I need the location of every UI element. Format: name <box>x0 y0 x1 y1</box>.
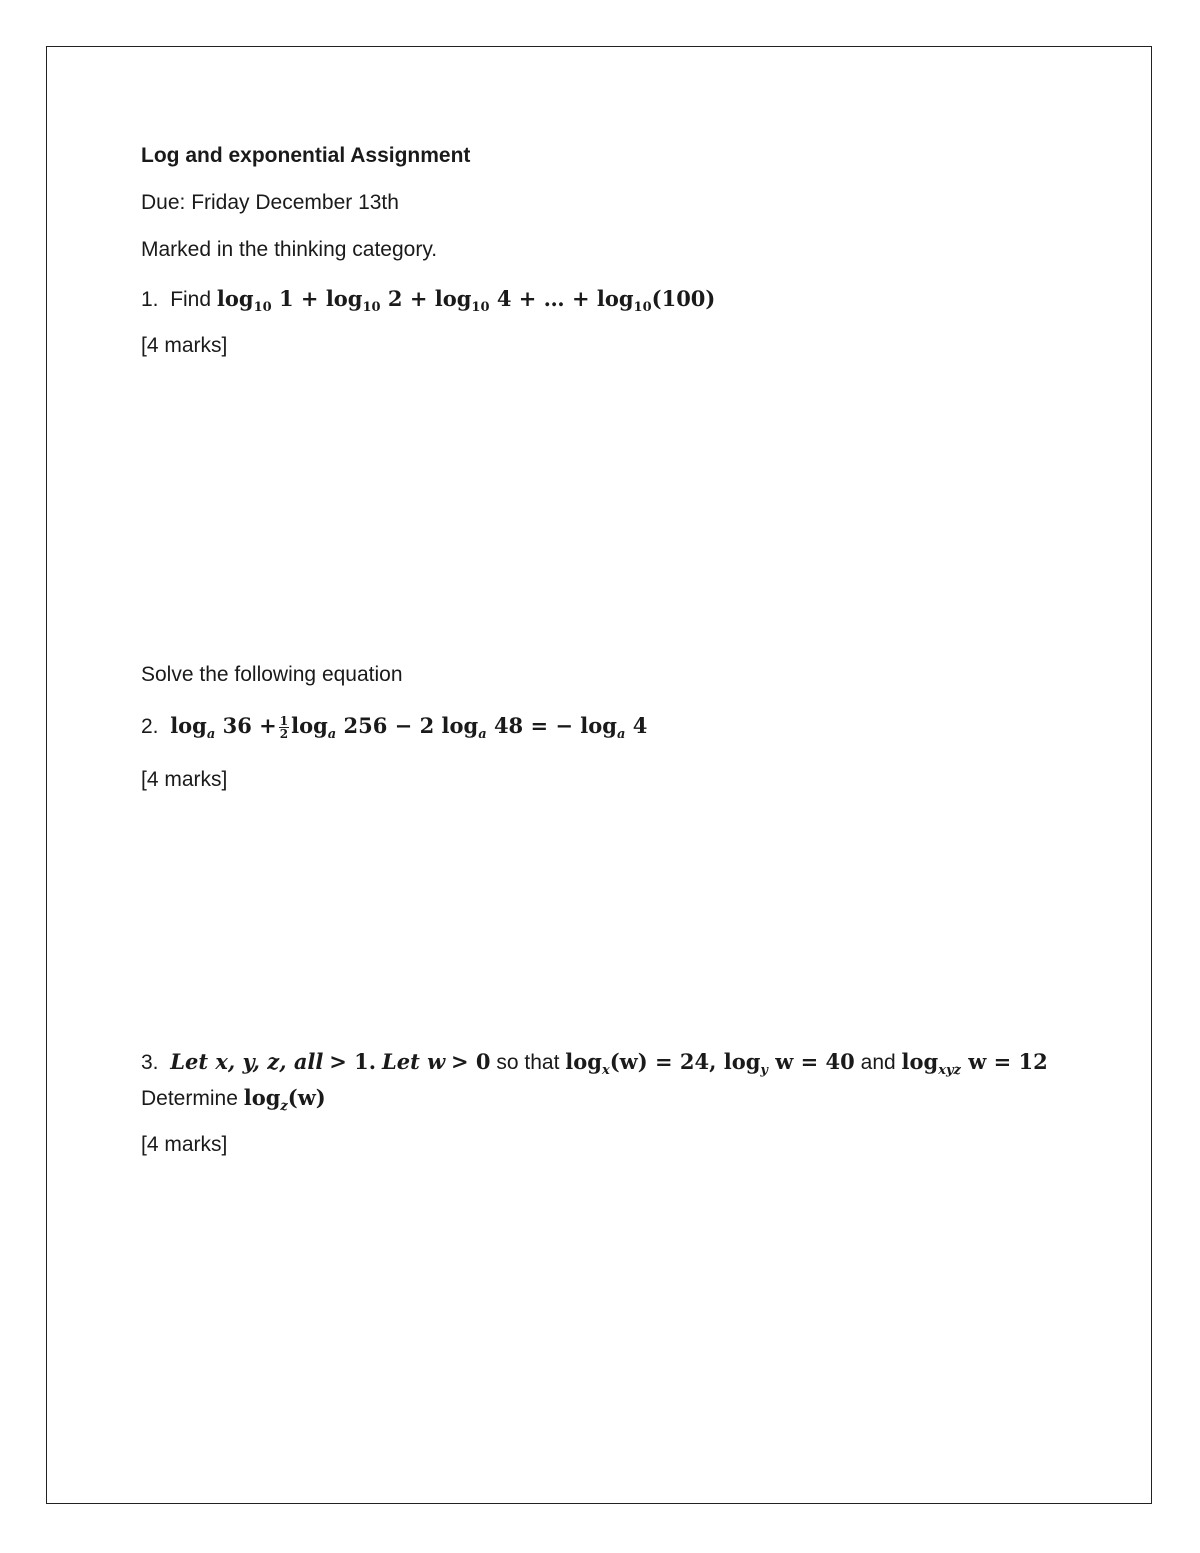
question-3-marks: [4 marks] <box>141 1133 228 1156</box>
question-1-number: 1. <box>141 288 159 311</box>
question-2-number: 2. <box>141 715 159 738</box>
question-2-expression: $\log_a 36$ + $\frac{1}{2}$ $\log_a 256 - 2$ $\log_a 48$ = − $\log_a 4$ <box>170 713 648 742</box>
question-2-marks: [4 marks] <box>141 768 228 791</box>
question-2 <box>141 713 647 740</box>
one-half-fraction: $\frac{1}{2}$ <box>279 714 289 741</box>
question-1-marks: [4 marks] <box>141 334 228 357</box>
question-3-number: 3. <box>141 1051 159 1074</box>
assignment-title: Log and exponential Assignment <box>141 144 471 167</box>
question-1 <box>141 286 715 313</box>
question-3: 3. Let x, y, z, all > 1. Let w > 0 so that $\log_x(w) = 24$, $\log_y w = 40$ and $\log_{xyz} w = 12$ <box>141 1049 1048 1078</box>
due-date: Due: Friday December 13th <box>141 191 399 214</box>
question-1-expression: $\log_{10} 1 + \log_{10} 2 + \log_{10} 4$ + … + $\log_{10}(100)$ <box>216 286 716 315</box>
question-1-prefix: Find <box>170 288 212 311</box>
question-3-determine: Determine $\log_z(w)$ <box>141 1085 326 1114</box>
marking-category: Marked in the thinking category. <box>141 238 438 261</box>
solve-heading: Solve the following equation <box>141 663 403 686</box>
